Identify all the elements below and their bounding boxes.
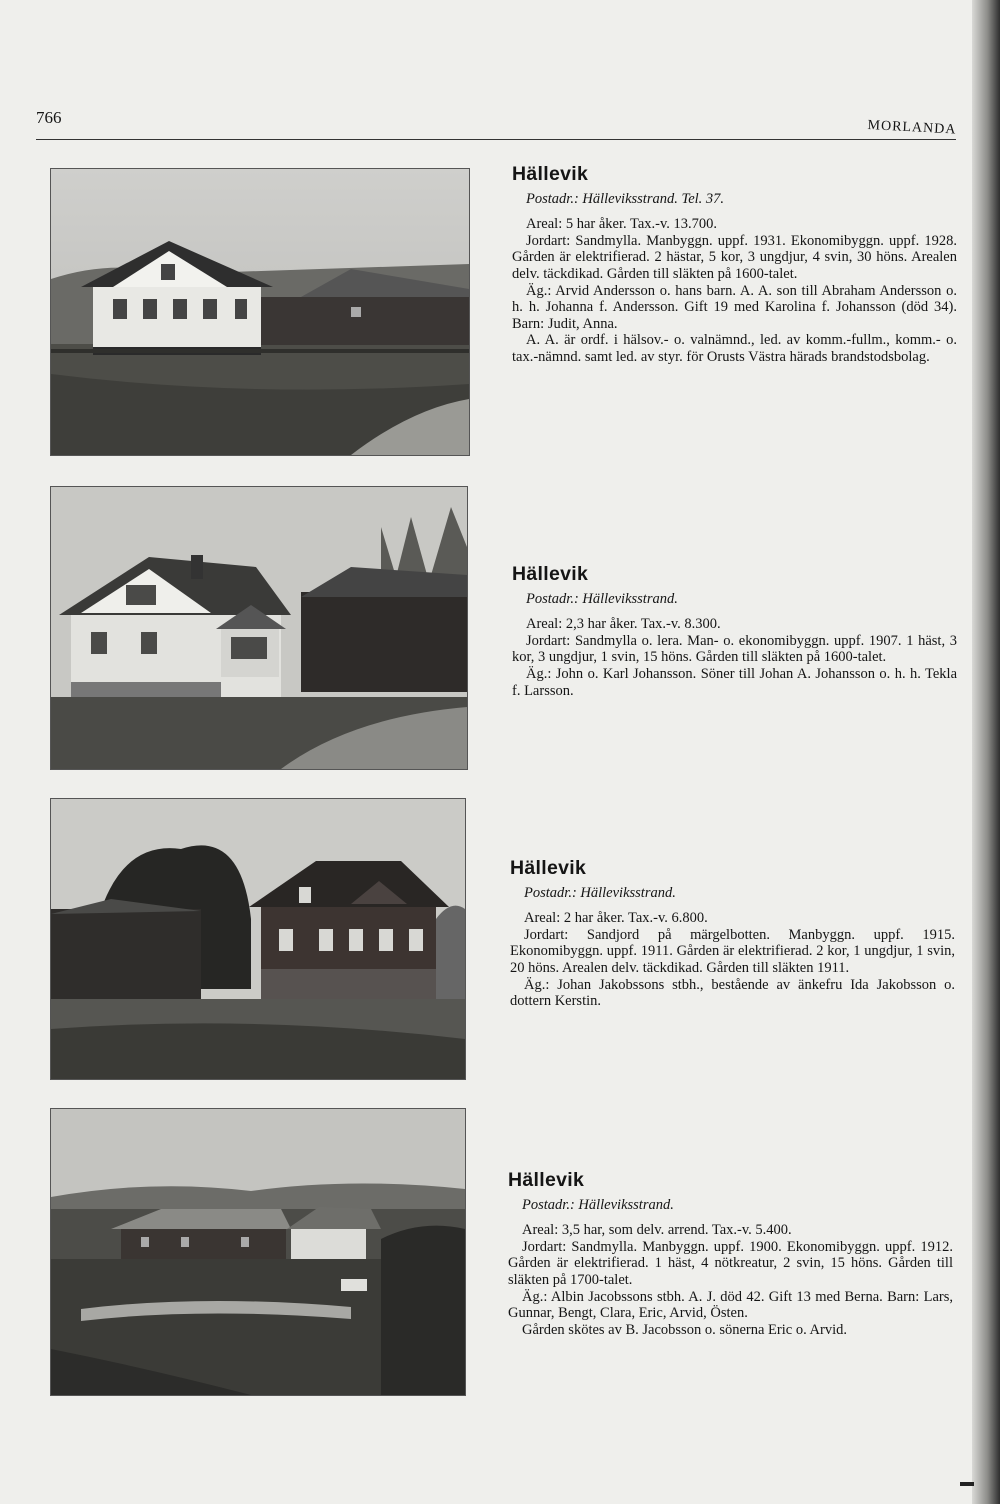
entry-paragraph: Areal: 2,3 har åker. Tax.-v. 8.300.: [526, 616, 721, 633]
entry-paragraph: Areal: 3,5 har, som delv. arrend. Tax.-v. 5.400.: [522, 1222, 792, 1239]
entry-1: [512, 163, 957, 366]
entry-postadr: Postadr.: Hälleviksstrand.: [524, 884, 676, 901]
entry-postadr: Postadr.: Hälleviksstrand.: [522, 1196, 674, 1213]
entry-postadr: Postadr.: Hälleviksstrand. Tel. 37.: [526, 190, 725, 207]
entry-paragraph: Äg.: Johan Jakobssons stbh., bestående av änkefru Ida Jakobsson o. dottern Kerstin.: [510, 976, 955, 1010]
entry-3: [510, 857, 955, 1010]
entry-paragraph: Äg.: John o. Karl Johansson. Söner till Johan A. Johansson o. h. h. Tekla f. Larsson.: [512, 665, 957, 699]
entry-paragraph: Areal: 2 har åker. Tax.-v. 6.800.: [524, 910, 708, 927]
running-head: MORLANDA: [867, 118, 957, 138]
entry-paragraph: Jordart: Sandmylla. Manbyggn. uppf. 1931. Ekonomibyggn. uppf. 1928. Gården är elektrifierad. 2 hästar, 5 kor, 3 ungdjur, 4 svin, 30 höns. Arealen delv. täckdikad. Gården till släkten på 1600-talet.: [512, 232, 957, 282]
entry-4: [508, 1169, 953, 1338]
header-rule: [36, 139, 956, 140]
entry-title: Hällevik: [512, 163, 589, 185]
entry-title: Hällevik: [510, 857, 587, 879]
entry-paragraph: Gården skötes av B. Jacobsson o. sönerna Eric o. Arvid.: [522, 1321, 847, 1338]
entry-paragraph: A. A. är ordf. i hälsov.- o. valnämnd., led. av komm.-fullm., komm.- o. tax.-nämnd. samt led. av styr. för Orusts Västra härads brandstodsbolag.: [512, 332, 957, 365]
farm-photo-1: [50, 168, 470, 456]
entry-title: Hällevik: [508, 1169, 585, 1191]
entry-2: [512, 563, 957, 699]
entry-paragraph: Jordart: Sandjord på märgelbotten. Manbyggn. uppf. 1915. Ekonomibyggn. uppf. 1911. Gården är elektrifierad. 2 kor, 1 ungdjur, 1 svin, 20 höns. Arealen delv. täckdikad. Gården till släkten 1911.: [510, 926, 955, 976]
farm-photo-4: [50, 1108, 466, 1396]
entry-paragraph: Äg.: Arvid Andersson o. hans barn. A. A. son till Abraham Andersson o. h. h. Johanna f. Andersson. Gift 19 med Karolina f. Johansson (död 34). Barn: Judit, Anna.: [512, 282, 957, 332]
entry-paragraph: Areal: 5 har åker. Tax.-v. 13.700.: [526, 216, 718, 233]
entry-paragraph: Äg.: Albin Jacobssons stbh. A. J. död 42. Gift 13 med Berna. Barn: Lars, Gunnar, Bengt, Clara, Eric, Arvid, Östen.: [508, 1288, 953, 1322]
farm-photo-2: [50, 486, 468, 770]
entry-postadr: Postadr.: Hälleviksstrand.: [526, 590, 678, 607]
entry-title: Hällevik: [512, 563, 589, 585]
page-edge-shadow: [972, 0, 1000, 1504]
page-number: 766: [36, 108, 62, 127]
farm-photo-3: [50, 798, 466, 1080]
entry-paragraph: Jordart: Sandmylla. Manbyggn. uppf. 1900. Ekonomibyggn. uppf. 1912. Gården är elektrifierad. 1 häst, 4 nötkreatur, 2 svin, 15 höns. Gården till släkten på 1700-talet.: [508, 1238, 953, 1288]
corner-mark: [960, 1482, 974, 1486]
entry-paragraph: Jordart: Sandmylla o. lera. Man- o. ekonomibyggn. uppf. 1907. 1 häst, 3 kor, 3 ungdjur, 1 svin, 15 höns. Gården till släkten på 1600-talet.: [512, 632, 957, 666]
